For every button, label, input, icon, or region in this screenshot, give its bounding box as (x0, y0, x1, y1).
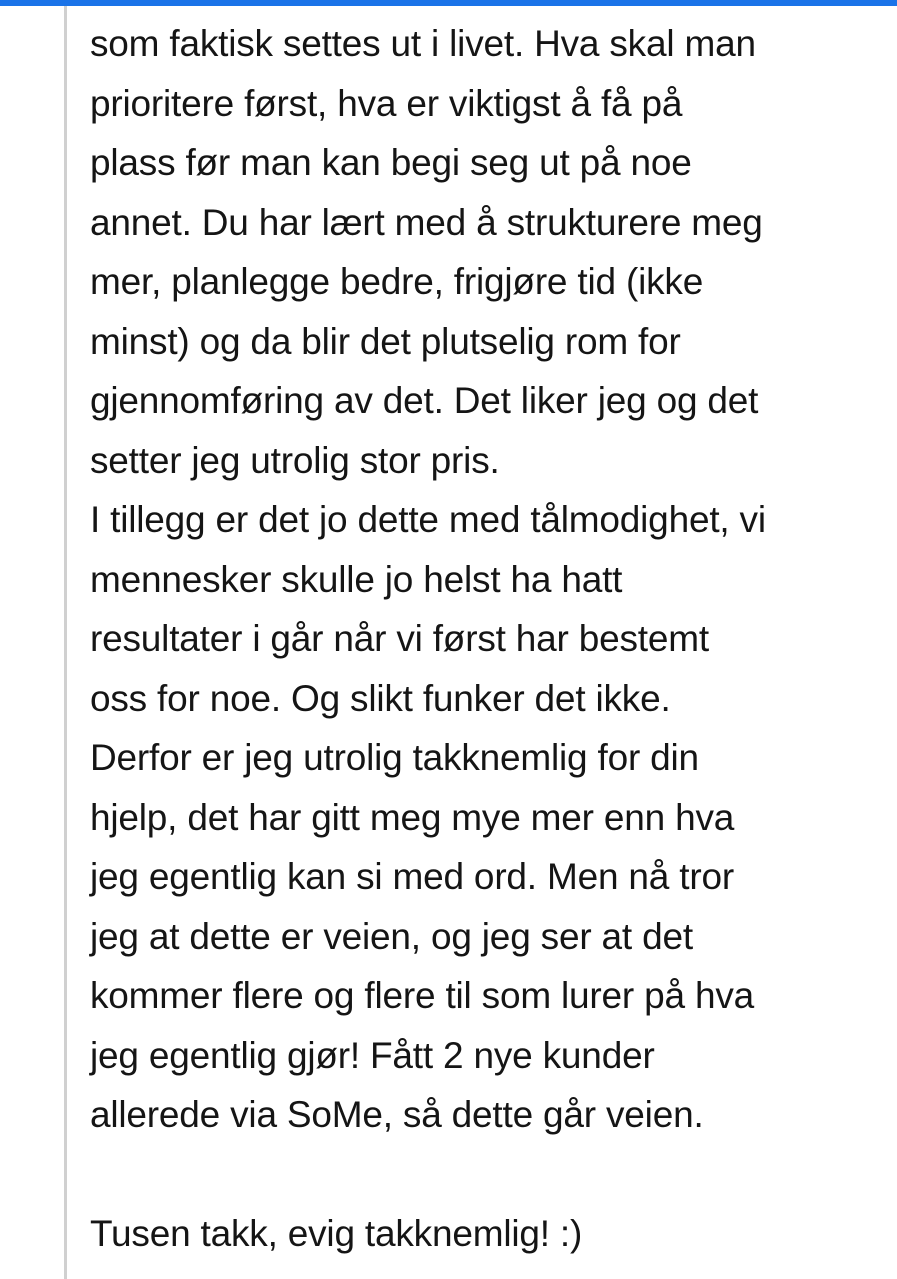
message-line: I tillegg er det jo dette med tålmodighet, vi (90, 499, 766, 540)
top-accent-bar (0, 0, 897, 6)
message-line: jeg at dette er veien, og jeg ser at det (90, 915, 693, 957)
message-line: minst) og da blir det plutselig rom for (90, 320, 681, 362)
message-line: hjelp, det har gitt meg mye mer enn hva (90, 796, 735, 838)
message-line: annet. Du har lært med å strukturere meg (90, 201, 763, 243)
paragraph-spacer (90, 1145, 880, 1205)
message-line: gjennomføring av det. Det liker jeg og det (90, 380, 759, 421)
message-line: oss for noe. Og slikt funker det ikke. (90, 677, 671, 719)
message-line: mennesker skulle jo helst ha hatt (90, 558, 623, 600)
message-line: allerede via SoMe, så dette går veien. (90, 1094, 704, 1135)
message-body (90, 14, 880, 1264)
message-line: resultater i går når vi først har bestemt (90, 618, 709, 659)
message-line: kommer flere og flere til som lurer på hva (90, 975, 755, 1016)
message-line: mer, planlegge bedre, frigjøre tid (ikke (90, 261, 704, 302)
message-line: Derfor er jeg utrolig takknemlig for din (90, 737, 699, 778)
sign-off: Tusen takk, evig takknemlig! :) (90, 1213, 583, 1254)
quote-rule (64, 6, 67, 1279)
message-line: jeg egentlig gjør! Fått 2 nye kunder (90, 1034, 655, 1076)
message-line: jeg egentlig kan si med ord. Men nå tror (90, 856, 734, 897)
message-line: prioritere først, hva er viktigst å få på (90, 82, 683, 124)
message-line: som faktisk settes ut i livet. Hva skal man (90, 23, 756, 64)
message-line: setter jeg utrolig stor pris. (90, 439, 500, 481)
message-line: plass før man kan begi seg ut på noe (90, 142, 692, 183)
